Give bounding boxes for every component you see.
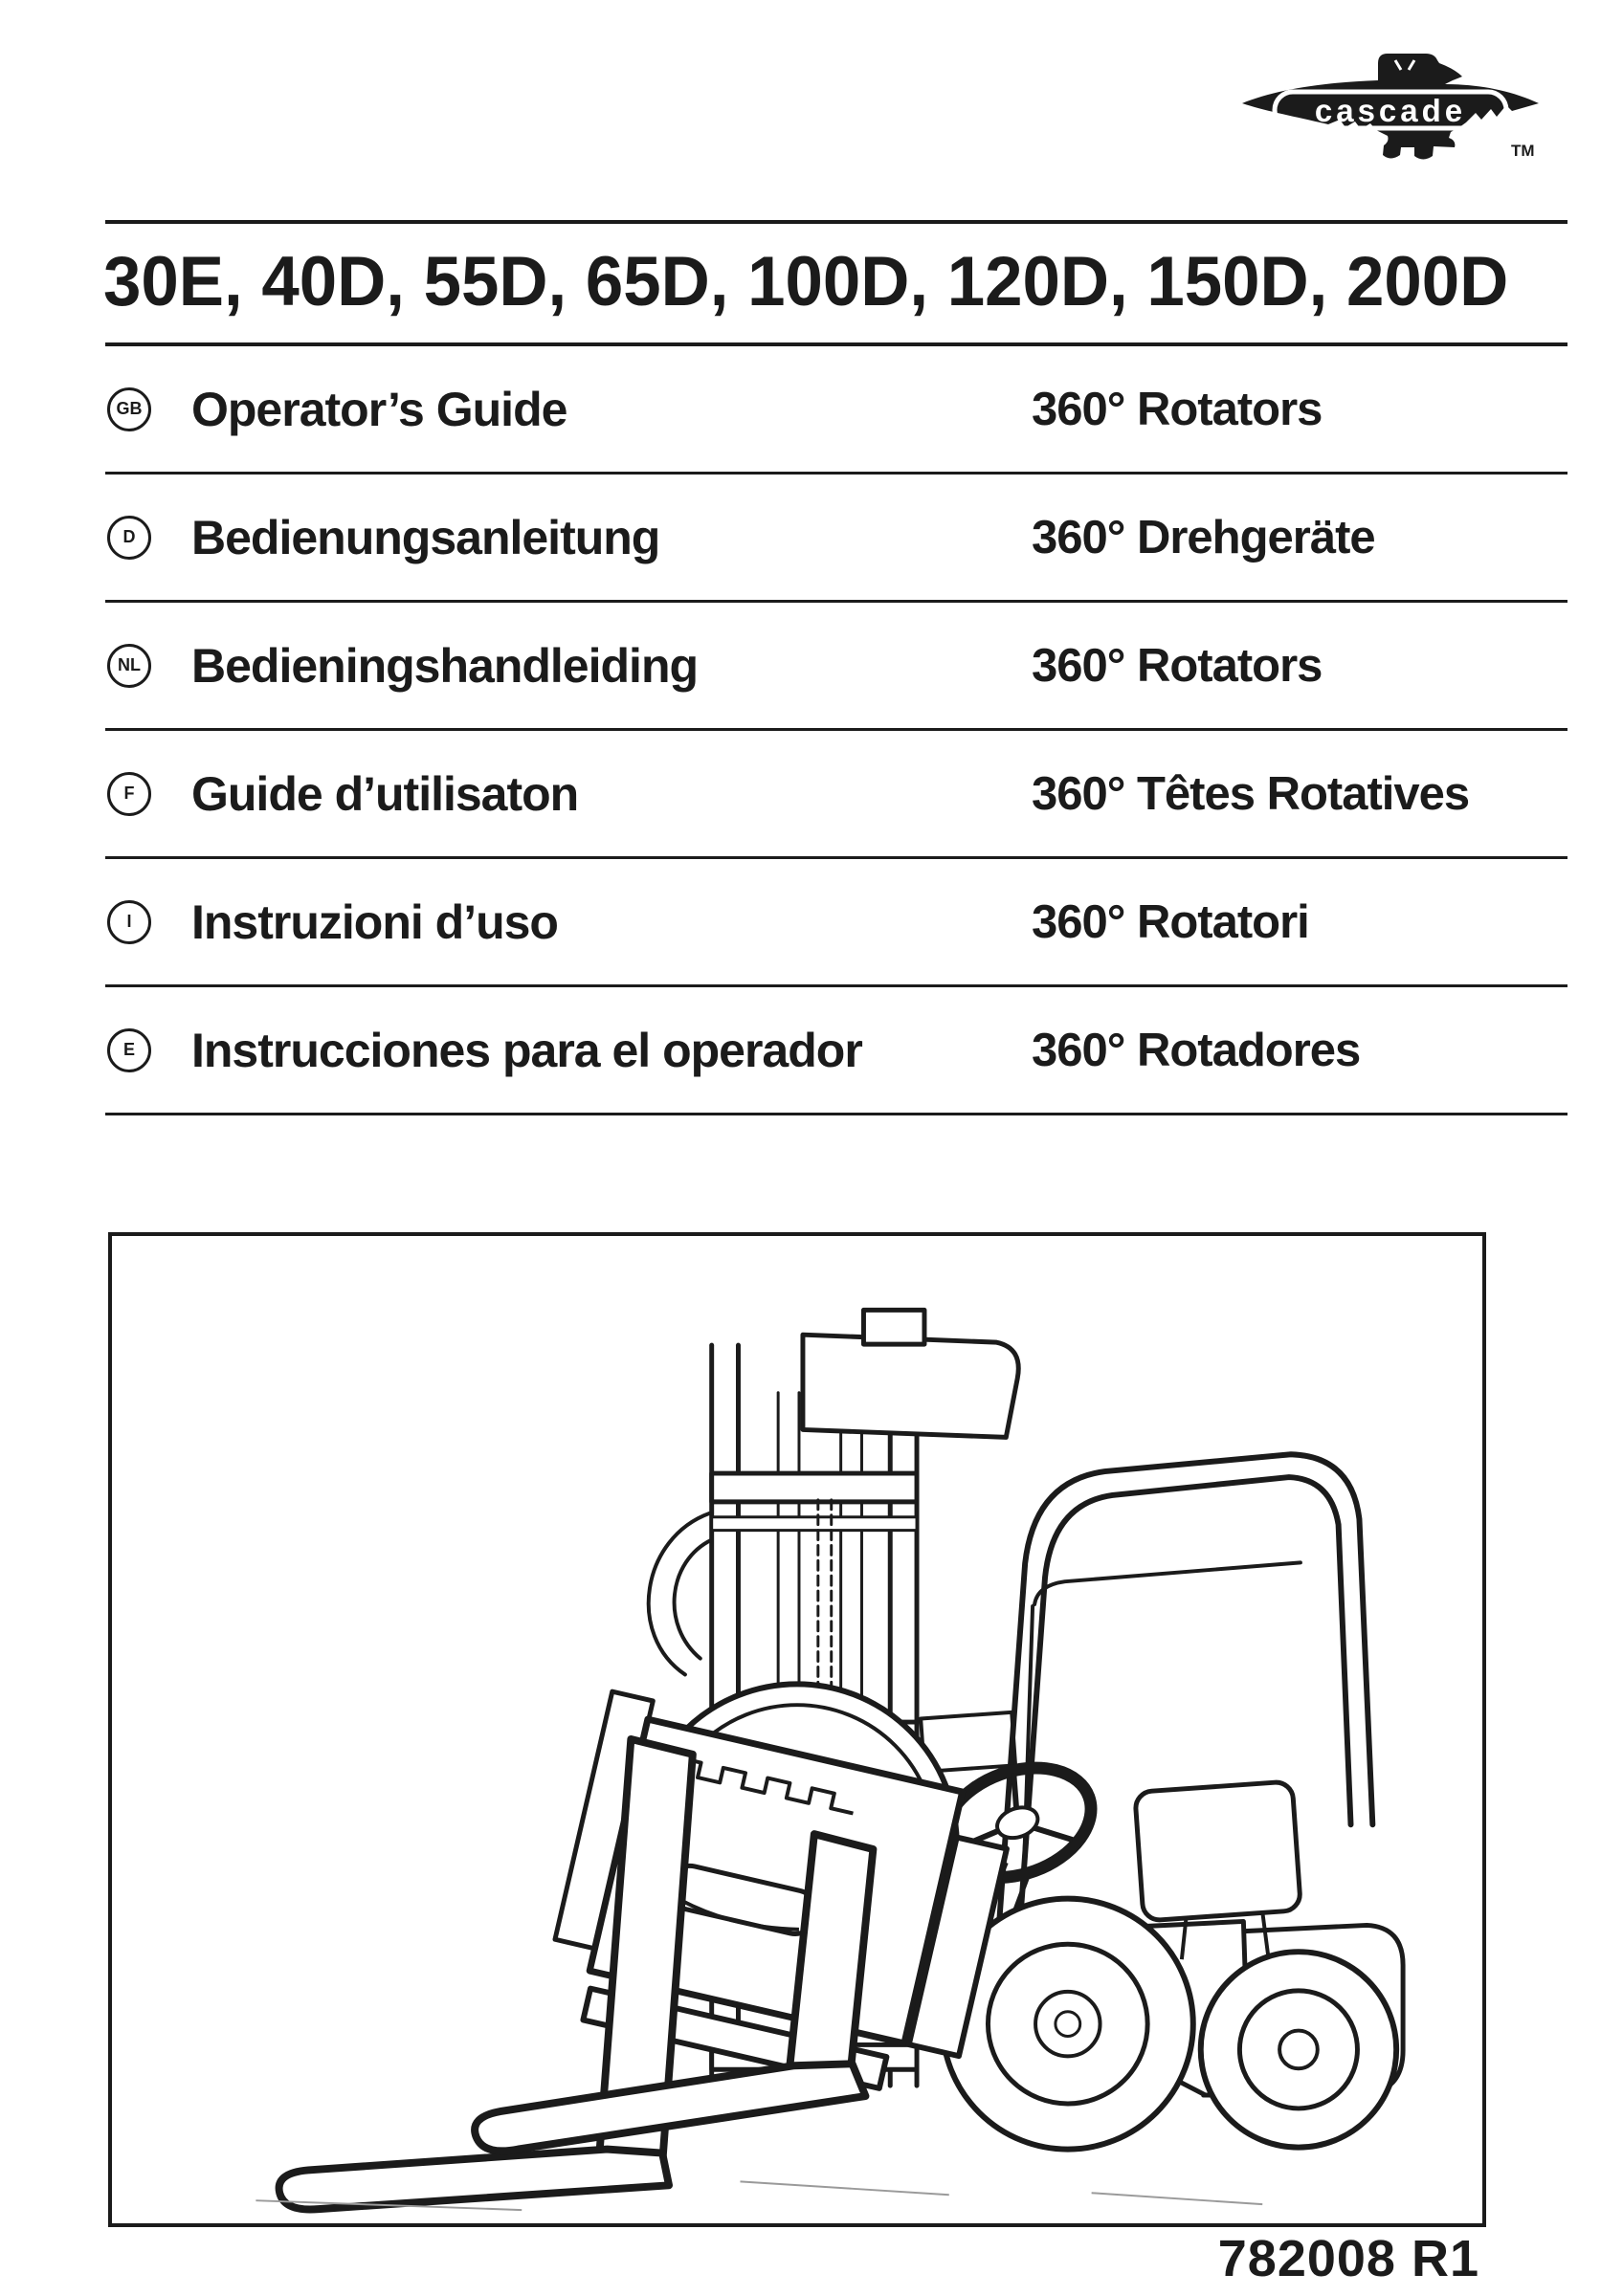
hydraulic-hose bbox=[649, 1513, 710, 1675]
product-name: 360° Rotators bbox=[1032, 383, 1323, 435]
product-name: 360° Têtes Rotatives bbox=[1032, 767, 1470, 820]
page-title: 30E, 40D, 55D, 65D, 100D, 120D, 150D, 200D bbox=[103, 243, 1509, 320]
language-row-e bbox=[105, 987, 1567, 1115]
language-row-gb bbox=[105, 346, 1567, 475]
upper-fork-blade bbox=[279, 2150, 669, 2210]
product-name: 360° Rotatori bbox=[1032, 895, 1309, 948]
trademark-symbol: TM bbox=[1511, 142, 1535, 160]
illustration-frame bbox=[108, 1232, 1486, 2227]
language-code-badge: E bbox=[107, 1028, 151, 1072]
language-row-d bbox=[105, 475, 1567, 603]
forklift-illustration bbox=[112, 1236, 1482, 2223]
product-name: 360° Rotadores bbox=[1032, 1024, 1361, 1076]
language-code-badge: GB bbox=[107, 387, 151, 431]
language-code-badge: F bbox=[107, 772, 151, 816]
guide-label: Guide d’utilisaton bbox=[191, 766, 579, 821]
product-name: 360° Rotators bbox=[1032, 639, 1323, 692]
cascade-logo bbox=[1236, 48, 1545, 168]
logo-wordmark: cascade bbox=[1314, 93, 1467, 128]
language-row-nl bbox=[105, 603, 1567, 731]
language-code-badge: D bbox=[107, 516, 151, 560]
language-row-i bbox=[105, 859, 1567, 987]
language-row-f bbox=[105, 731, 1567, 859]
language-table bbox=[105, 346, 1567, 1115]
hydraulic-hose bbox=[675, 1540, 712, 1659]
language-code-badge: I bbox=[107, 900, 151, 944]
rule-above-title bbox=[105, 220, 1567, 224]
guide-label: Instrucciones para el operador bbox=[191, 1023, 862, 1077]
part-number: 782008 R1 bbox=[1217, 2230, 1479, 2287]
rear-wheel bbox=[1201, 1952, 1396, 2147]
guide-label: Bedienungsanleitung bbox=[191, 510, 660, 564]
product-name: 360° Drehgeräte bbox=[1032, 511, 1375, 563]
guide-label: Instruzioni d’uso bbox=[191, 894, 558, 949]
guide-label: Operator’s Guide bbox=[191, 382, 567, 436]
guide-label: Bedieningshandleiding bbox=[191, 638, 699, 693]
language-code-badge: NL bbox=[107, 644, 151, 688]
